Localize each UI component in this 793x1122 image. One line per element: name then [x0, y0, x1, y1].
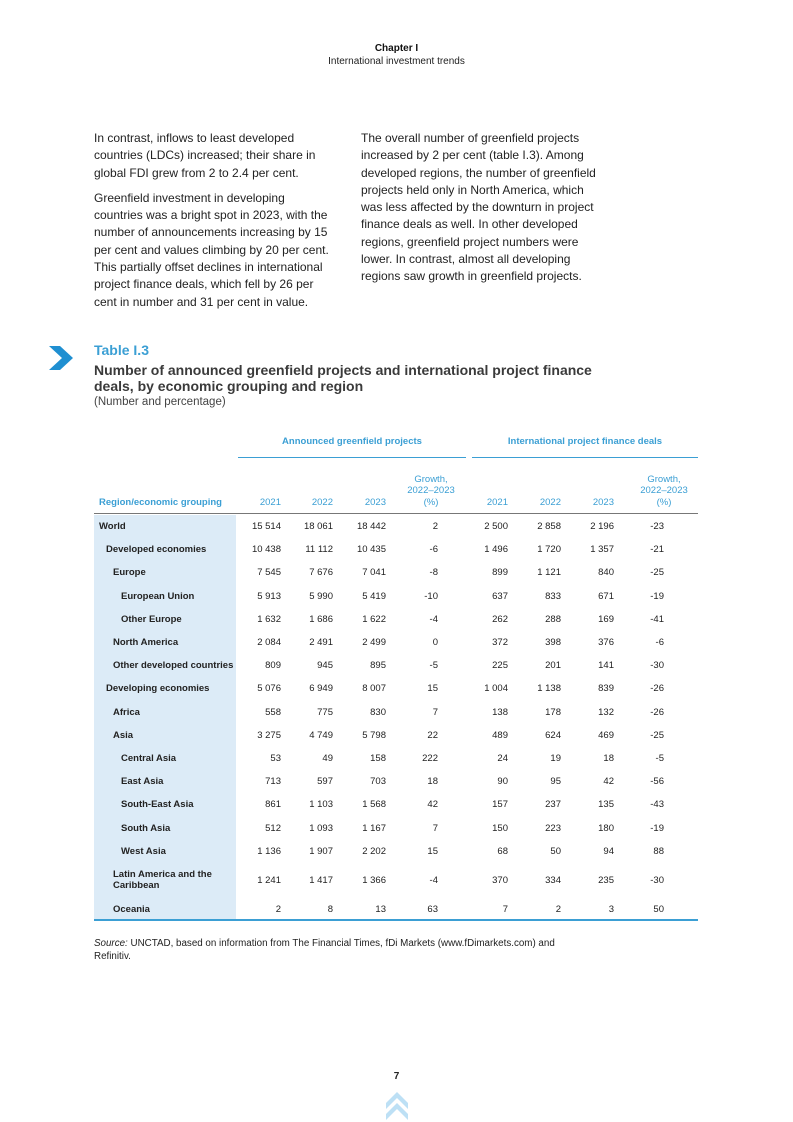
- row-label: [94, 677, 236, 700]
- cell-project-finance: -5: [655, 752, 664, 764]
- cell-project-finance: -43: [650, 799, 664, 811]
- row-label: [94, 701, 236, 724]
- cell-greenfield: 5 913: [257, 590, 281, 602]
- table-row: [94, 793, 698, 816]
- cell-greenfield: 1 136: [257, 845, 281, 857]
- cell-project-finance: -41: [650, 613, 664, 625]
- cell-greenfield: 1 241: [257, 874, 281, 886]
- cell-project-finance: 1 357: [590, 544, 614, 556]
- cell-greenfield: 0: [432, 637, 438, 649]
- cell-project-finance: 637: [492, 590, 508, 602]
- row-label-text: European Union: [121, 590, 195, 602]
- cell-greenfield: 5 798: [362, 729, 386, 741]
- table-row: [94, 585, 698, 608]
- cell-project-finance: 671: [598, 590, 614, 602]
- page-header: [0, 43, 793, 68]
- row-label: [94, 724, 236, 747]
- cell-project-finance: 50: [550, 845, 561, 857]
- cell-greenfield: -4: [429, 874, 438, 886]
- cell-project-finance: 1 720: [537, 544, 561, 556]
- cell-project-finance: 2 858: [537, 521, 561, 533]
- cell-greenfield: 2 084: [257, 637, 281, 649]
- cell-greenfield: 15: [427, 683, 438, 695]
- cell-greenfield: 15 514: [251, 521, 281, 533]
- cell-project-finance: 141: [598, 660, 614, 672]
- cell-project-finance: 135: [598, 799, 614, 811]
- cell-project-finance: 7: [502, 903, 508, 915]
- cell-greenfield: 8: [327, 903, 333, 915]
- table-row: [94, 840, 698, 863]
- cell-greenfield: 7 676: [309, 567, 333, 579]
- cell-greenfield: 2 202: [362, 845, 386, 857]
- table-row: [94, 515, 698, 538]
- table-row: [94, 724, 698, 747]
- cell-project-finance: 372: [492, 637, 508, 649]
- cell-project-finance: 376: [598, 637, 614, 649]
- row-label: [94, 840, 236, 863]
- row-label: [94, 770, 236, 793]
- cell-greenfield: 895: [370, 660, 386, 672]
- cell-project-finance: 88: [653, 845, 664, 857]
- cell-project-finance: 223: [545, 822, 561, 834]
- cell-project-finance: -26: [650, 683, 664, 695]
- cell-project-finance: 469: [598, 729, 614, 741]
- cell-project-finance: 334: [545, 874, 561, 886]
- column-header-pf-2023: 2023: [592, 496, 614, 508]
- cell-greenfield: 10 438: [251, 544, 281, 556]
- cell-project-finance: -30: [650, 660, 664, 672]
- cell-greenfield: 8 007: [362, 683, 386, 695]
- column-header-pf-growth: [630, 466, 698, 508]
- cell-project-finance: 398: [545, 637, 561, 649]
- chevron-up-icon[interactable]: [385, 1090, 409, 1122]
- cell-project-finance: 3: [608, 903, 614, 915]
- row-label-text: Developing economies: [106, 683, 210, 695]
- cell-greenfield: 2 491: [309, 637, 333, 649]
- cell-greenfield: 1 103: [309, 799, 333, 811]
- table-bottom-rule: [94, 919, 698, 921]
- row-label-text: Oceania: [113, 903, 150, 915]
- cell-greenfield: 945: [317, 660, 333, 672]
- row-label: [94, 561, 236, 584]
- source-text: UNCTAD, based on information from The Financial Times, fDi Markets (www.fDimarkets.com) and Refinitiv.: [94, 938, 555, 962]
- cell-greenfield: 597: [317, 776, 333, 788]
- cell-project-finance: -19: [650, 822, 664, 834]
- cell-project-finance: 1 121: [537, 567, 561, 579]
- cell-project-finance: 1 496: [484, 544, 508, 556]
- cell-project-finance: 94: [603, 845, 614, 857]
- cell-project-finance: 1 004: [484, 683, 508, 695]
- column-header-growth: [400, 466, 462, 508]
- cell-project-finance: 201: [545, 660, 561, 672]
- cell-project-finance: 178: [545, 706, 561, 718]
- cell-project-finance: 24: [497, 752, 508, 764]
- cell-greenfield: 22: [427, 729, 438, 741]
- cell-greenfield: 18 442: [356, 521, 386, 533]
- cell-project-finance: -19: [650, 590, 664, 602]
- row-label-text: Europe: [113, 567, 146, 579]
- cell-greenfield: 558: [265, 706, 281, 718]
- cell-greenfield: -5: [429, 660, 438, 672]
- row-label: [94, 898, 236, 921]
- cell-greenfield: 6 949: [309, 683, 333, 695]
- cell-greenfield: 13: [375, 903, 386, 915]
- cell-project-finance: 90: [497, 776, 508, 788]
- row-label-text: Africa: [113, 706, 140, 718]
- group-divider: [238, 457, 466, 458]
- cell-greenfield: 1 417: [309, 874, 333, 886]
- row-label-text: Other developed countries: [113, 660, 234, 672]
- table-label: Table I.3: [94, 342, 149, 358]
- cell-greenfield: 2: [432, 521, 438, 533]
- column-header-pf-2021: 2021: [486, 496, 508, 508]
- cell-greenfield: 18: [427, 776, 438, 788]
- cell-greenfield: 1 366: [362, 874, 386, 886]
- cell-project-finance: 19: [550, 752, 561, 764]
- cell-project-finance: 138: [492, 706, 508, 718]
- table-row: [94, 863, 698, 898]
- table-row: [94, 770, 698, 793]
- cell-project-finance: 489: [492, 729, 508, 741]
- cell-project-finance: 840: [598, 567, 614, 579]
- growth-header-line: (%): [656, 496, 672, 508]
- cell-project-finance: 2: [555, 903, 561, 915]
- cell-greenfield: 2 499: [362, 637, 386, 649]
- growth-header-line: Growth,: [414, 473, 448, 485]
- cell-project-finance: 237: [545, 799, 561, 811]
- cell-greenfield: 53: [270, 752, 281, 764]
- cell-project-finance: 2 500: [484, 521, 508, 533]
- table-row: [94, 747, 698, 770]
- cell-greenfield: 7: [432, 822, 438, 834]
- cell-project-finance: 839: [598, 683, 614, 695]
- cell-greenfield: 1 568: [362, 799, 386, 811]
- cell-greenfield: 10 435: [356, 544, 386, 556]
- row-label: [94, 608, 236, 631]
- cell-greenfield: 1 686: [309, 613, 333, 625]
- growth-header-line: (%): [423, 496, 439, 508]
- row-label: [94, 538, 236, 561]
- cell-project-finance: 1 138: [537, 683, 561, 695]
- cell-greenfield: 3 275: [257, 729, 281, 741]
- row-label-text: World: [99, 521, 126, 533]
- cell-project-finance: 370: [492, 874, 508, 886]
- cell-project-finance: 262: [492, 613, 508, 625]
- row-label-text: Central Asia: [121, 752, 177, 764]
- cell-greenfield: 830: [370, 706, 386, 718]
- cell-project-finance: 95: [550, 776, 561, 788]
- cell-greenfield: 11 112: [305, 544, 333, 556]
- table-body: [94, 515, 698, 921]
- cell-greenfield: 2: [275, 903, 281, 915]
- column-header-2021: 2021: [259, 496, 281, 508]
- cell-project-finance: -56: [650, 776, 664, 788]
- table-row: [94, 701, 698, 724]
- cell-project-finance: 50: [653, 903, 664, 915]
- cell-project-finance: 157: [492, 799, 508, 811]
- row-label-text: South-East Asia: [121, 799, 194, 811]
- paragraph: The overall number of greenfield projects increased by 2 per cent (table I.3). Among developed regions, the number of greenfield projects held only in North America, which was less affected by the downturn in project finance deals as well. In other developed regions, greenfield project numbers were lower. In contrast, almost all developing regions saw growth in greenfield projects.: [361, 131, 596, 284]
- cell-greenfield: 703: [370, 776, 386, 788]
- source-label: Source:: [94, 938, 128, 949]
- group-divider: [472, 457, 698, 458]
- growth-header-line: 2022–2023: [640, 485, 688, 496]
- cell-project-finance: -30: [650, 874, 664, 886]
- cell-greenfield: 861: [265, 799, 281, 811]
- cell-project-finance: 42: [603, 776, 614, 788]
- column-header-2023: 2023: [364, 496, 386, 508]
- row-label: [94, 793, 236, 816]
- table-row: [94, 608, 698, 631]
- cell-greenfield: 15: [427, 845, 438, 857]
- group-header-greenfield: Announced greenfield projects: [282, 436, 422, 447]
- table-row: [94, 538, 698, 561]
- table-row: [94, 898, 698, 921]
- cell-greenfield: -6: [429, 544, 438, 556]
- cell-project-finance: 288: [545, 613, 561, 625]
- table-row: [94, 816, 698, 839]
- cell-project-finance: 624: [545, 729, 561, 741]
- cell-greenfield: -4: [429, 613, 438, 625]
- cell-greenfield: 158: [370, 752, 386, 764]
- cell-greenfield: -8: [429, 567, 438, 579]
- cell-greenfield: 512: [265, 822, 281, 834]
- row-label: [94, 747, 236, 770]
- row-label-text: Developed economies: [106, 544, 207, 556]
- row-label: [94, 816, 236, 839]
- cell-greenfield: 49: [322, 752, 333, 764]
- cell-project-finance: -25: [650, 567, 664, 579]
- row-label: [94, 631, 236, 654]
- row-label: [94, 654, 236, 677]
- row-label: [94, 863, 236, 898]
- row-label: [94, 515, 236, 538]
- cell-project-finance: 899: [492, 567, 508, 579]
- cell-project-finance: -25: [650, 729, 664, 741]
- column-header-2022: 2022: [311, 496, 333, 508]
- cell-greenfield: 18 061: [303, 521, 333, 533]
- row-label-text: Latin America and the Caribbean: [113, 869, 212, 892]
- paragraph: Greenfield investment in developing countries was a bright spot in 2023, with the number of announcements increasing by 15 per cent and values climbing by 20 per cent. This partially offset declines in international project finance deals, which fell by 26 per cent in number and 31 per cent in value.: [94, 190, 329, 309]
- cell-project-finance: 833: [545, 590, 561, 602]
- cell-greenfield: 222: [422, 752, 438, 764]
- body-column-right: [361, 130, 601, 294]
- cell-greenfield: 4 749: [309, 729, 333, 741]
- row-label-text: South Asia: [121, 822, 171, 834]
- header-divider: [94, 513, 698, 514]
- cell-greenfield: 5 990: [309, 590, 333, 602]
- cell-project-finance: 18: [603, 752, 614, 764]
- row-label-text: East Asia: [121, 776, 164, 788]
- table-subtitle: (Number and percentage): [94, 396, 226, 408]
- cell-greenfield: 7 545: [257, 567, 281, 579]
- cell-project-finance: 68: [497, 845, 508, 857]
- cell-greenfield: 1 632: [257, 613, 281, 625]
- cell-project-finance: 225: [492, 660, 508, 672]
- row-label-text: Asia: [113, 729, 134, 741]
- cell-greenfield: 1 093: [309, 822, 333, 834]
- cell-greenfield: 1 907: [309, 845, 333, 857]
- cell-project-finance: 2 196: [590, 521, 614, 533]
- cell-greenfield: 42: [427, 799, 438, 811]
- cell-greenfield: 713: [265, 776, 281, 788]
- column-header-region: Region/economic grouping: [99, 496, 222, 508]
- row-label-text: Other Europe: [121, 613, 182, 625]
- cell-greenfield: 809: [265, 660, 281, 672]
- cell-project-finance: -26: [650, 706, 664, 718]
- table-row: [94, 677, 698, 700]
- row-label-text: West Asia: [121, 845, 166, 857]
- row-label-text: North America: [113, 637, 179, 649]
- cell-greenfield: 7: [432, 706, 438, 718]
- page-number: 7: [393, 1071, 400, 1082]
- cell-project-finance: 235: [598, 874, 614, 886]
- table-title: Number of announced greenfield projects and international project finance deals, by economic grouping and region: [94, 362, 592, 394]
- chapter-subtitle: International investment trends: [328, 56, 465, 67]
- growth-header-line: Growth,: [647, 473, 681, 485]
- cell-greenfield: 775: [317, 706, 333, 718]
- column-header-pf-2022: 2022: [539, 496, 561, 508]
- cell-project-finance: -6: [655, 637, 664, 649]
- cell-greenfield: 1 167: [362, 822, 386, 834]
- cell-greenfield: 63: [427, 903, 438, 915]
- cell-greenfield: 5 076: [257, 683, 281, 695]
- cell-project-finance: -23: [650, 521, 664, 533]
- table-row: [94, 654, 698, 677]
- row-label: [94, 585, 236, 608]
- table-row: [94, 631, 698, 654]
- cell-project-finance: 180: [598, 822, 614, 834]
- cell-project-finance: -21: [650, 544, 664, 556]
- cell-project-finance: 169: [598, 613, 614, 625]
- table-source: [94, 938, 594, 963]
- cell-greenfield: 5 419: [362, 590, 386, 602]
- cell-project-finance: 150: [492, 822, 508, 834]
- group-header-project-finance: International project finance deals: [507, 436, 663, 447]
- chevron-right-icon: [47, 344, 75, 372]
- chapter-label: Chapter I: [374, 43, 419, 54]
- cell-greenfield: 7 041: [362, 567, 386, 579]
- cell-greenfield: 1 622: [362, 613, 386, 625]
- cell-greenfield: -10: [424, 590, 438, 602]
- body-column-left: [94, 130, 334, 319]
- growth-header-line: 2022–2023: [407, 485, 455, 496]
- paragraph: In contrast, inflows to least developed countries (LDCs) increased; their share in global FDI grew from 2 to 2.4 per cent.: [94, 131, 316, 180]
- cell-project-finance: 132: [598, 706, 614, 718]
- table-row: [94, 561, 698, 584]
